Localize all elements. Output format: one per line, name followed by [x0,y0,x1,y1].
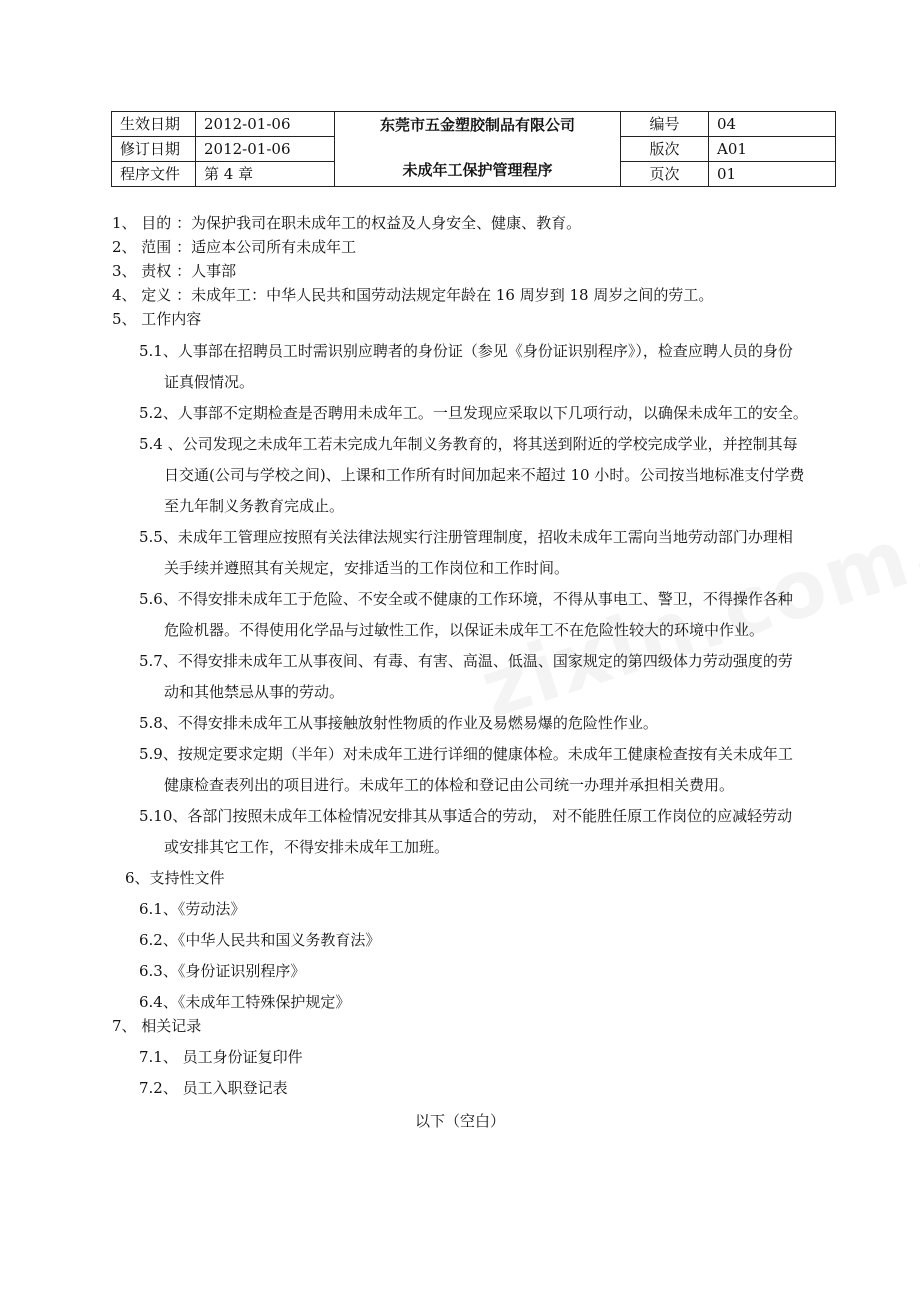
item-5-9: 5.9、按规定要求定期（半年）对未成年工进行详细的健康体检。未成年工健康检查按有关未成年工 [139,745,793,763]
section-responsibility: 3、 责权 ：人事部 [112,262,237,280]
page-value: 01 [709,162,836,187]
supporting-doc-item: 6.1、《劳动法》 [139,900,246,918]
header-title-cell [335,112,621,187]
section-definition: 4、 定义 ：未成年工：中华人民共和国劳动法规定年龄在 16 周岁到 18 周岁之间的劳工。 [112,286,714,304]
item-5-4-cont: 日交通(公司与学校之间)、上课和工作所有时间加起来不超过 10 小时。公司按当地标准支付学费 [164,466,805,484]
item-5-2: 5.2、人事部不定期检查是否聘用未成年工。一旦发现应采取以下几项行动，以确保未成年工的安全。 [139,404,808,422]
record-item: 7.1、 员工身份证复印件 [139,1048,303,1066]
page-label: 页次 [621,162,709,187]
document-title: 未成年工保护管理程序 [402,161,553,179]
item-5-7-cont: 动和其他禁忌从事的劳动。 [164,683,345,701]
item-5-1-cont: 证真假情况。 [164,373,255,391]
item-5-1: 5.1、人事部在招聘员工时需识别应聘者的身份证（参见《身份证识别程序》），检查应聘人员的身份 [139,342,793,360]
item-5-9-cont: 健康检查表列出的项目进行。未成年工的体检和登记由公司统一办理并承担相关费用。 [164,776,735,794]
document-header-table [111,111,836,187]
item-5-5-cont: 关手续并遵照其有关规定，安排适当的工作岗位和工作时间。 [164,559,570,577]
supporting-doc-item: 6.2、《中华人民共和国义务教育法》 [139,931,381,949]
effective-date-label: 生效日期 [112,112,196,137]
section-records: 7、 相关记录 [112,1017,202,1035]
end-blank-note: 以下（空白） [414,1112,505,1130]
section-purpose: 1、 目的 ：为保护我司在职未成年工的权益及人身安全、健康、教育。 [112,214,582,232]
item-5-4-cont: 至九年制义务教育完成止。 [164,497,345,515]
section-work-content: 5、 工作内容 [112,310,202,328]
version-label: 版次 [621,137,709,162]
supporting-doc-item: 6.4、《未成年工特殊保护规定》 [139,993,351,1011]
item-5-6: 5.6、不得安排未成年工于危险、不安全或不健康的工作环境，不得从事电工、警卫，不得操作各种 [139,590,793,608]
section-scope: 2、 范围 ：适应本公司所有未成年工 [112,238,357,256]
effective-date-value: 2012-01-06 [196,112,335,137]
header-row [112,112,836,137]
item-5-10-cont: 或安排其它工作，不得安排未成年工加班。 [164,838,450,856]
item-5-7: 5.7、不得安排未成年工从事夜间、有毒、有害、高温、低温、国家规定的第四级体力劳动强度的劳 [139,652,793,670]
procedure-file-value: 第 4 章 [196,162,335,187]
record-item: 7.2、 员工入职登记表 [139,1079,288,1097]
doc-number-label: 编号 [621,112,709,137]
item-5-5: 5.5、未成年工管理应按照有关法律法规实行注册管理制度，招收未成年工需向当地劳动部门办理相 [139,528,793,546]
version-value: A01 [709,137,836,162]
revision-date-label: 修订日期 [112,137,196,162]
item-5-10: 5.10、各部门按照未成年工体检情况安排其从事适合的劳动， 对不能胜任原工作岗位的应减轻劳动 [139,807,793,825]
procedure-file-label: 程序文件 [112,162,196,187]
item-5-6-cont: 危险机器。不得使用化学品与过敏性工作，以保证未成年工不在危险性较大的环境中作业。 [164,621,765,639]
supporting-doc-item: 6.3、《身份证识别程序》 [139,962,306,980]
item-5-4: 5.4 、公司发现之未成年工若未完成九年制义务教育的，将其送到附近的学校完成学业，并控制其每 [139,435,798,453]
company-name: 东莞市五金塑胶制品有限公司 [379,116,575,134]
section-supporting-docs: 6、支持性文件 [125,869,225,887]
revision-date-value: 2012-01-06 [196,137,335,162]
item-5-8: 5.8、不得安排未成年工从事接触放射性物质的作业及易燃易爆的危险性作业。 [139,714,658,732]
doc-number-value: 04 [709,112,836,137]
